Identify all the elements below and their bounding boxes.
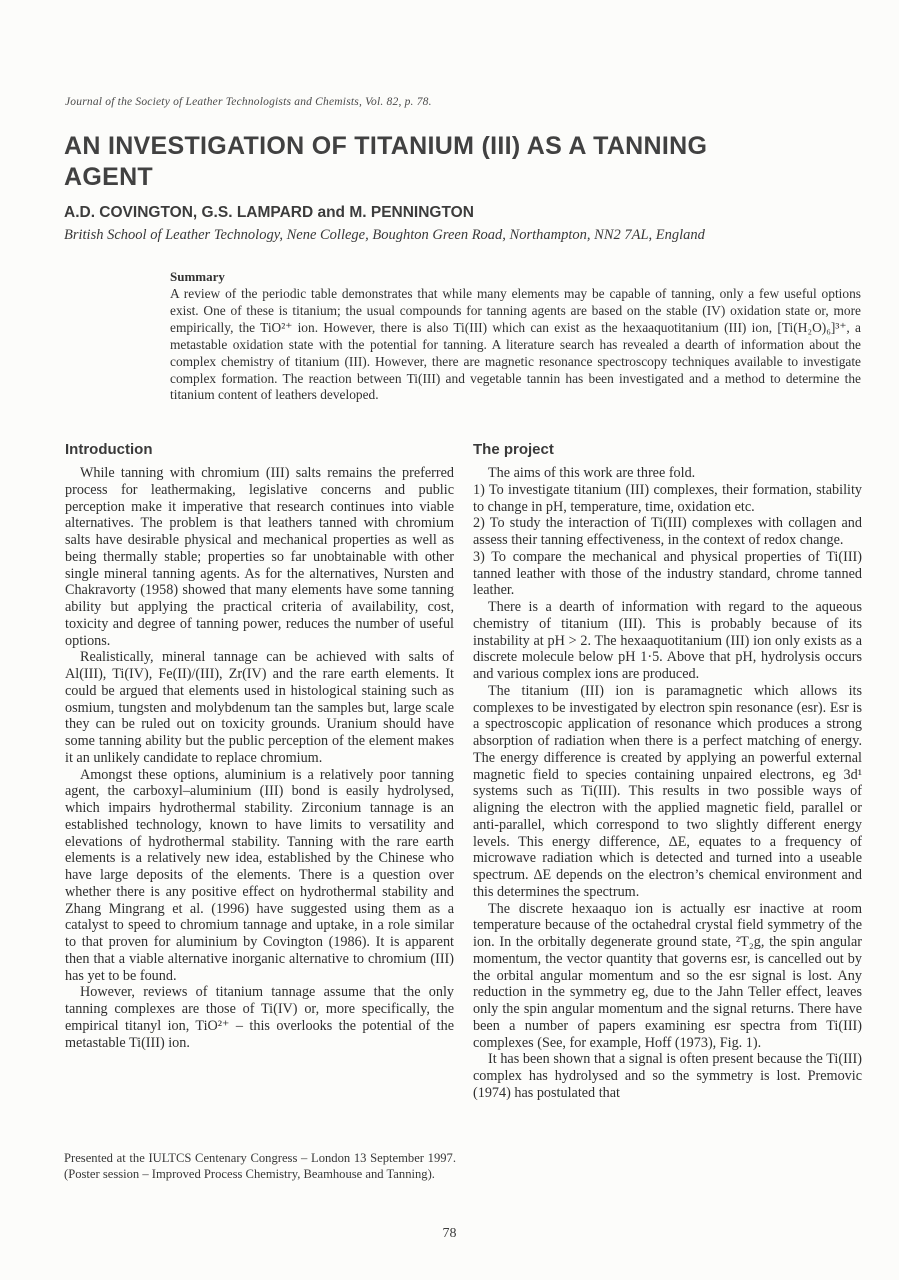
introduction-paragraph: However, reviews of titanium tannage assume that the only tanning complexes are those of Ti(IV) or, more specifically, the empirical titanyl ion, TiO²⁺ – this overlooks the potential of the metastable Ti(III) ion. xyxy=(65,984,454,1051)
two-column-body xyxy=(65,441,862,1102)
introduction-heading: Introduction xyxy=(65,441,153,458)
project-heading: The project xyxy=(473,441,554,458)
affiliation-line: British School of Leather Technology, Nene College, Boughton Green Road, Northampton, NN2 7AL, England xyxy=(64,227,705,243)
project-paragraph: The titanium (III) ion is paramagnetic which allows its complexes to be investigated by electron spin resonance (esr). Esr is a spectroscopic application of resonance which produces a strong absorption of radiation when there is a perfect matching of energy. The energy difference is created by applying an powerful external magnetic field to species containing unpaired electrons, eg 3d¹ systems such as Ti(III). This results in two possible ways of aligning the electron with the applied magnetic field, parallel or anti-parallel, which correspond to two slightly different energy levels. This energy difference, ΔE, equates to a frequency of microwave radiation which is detected and turned into a useable spectrum. ΔE depends on the electron’s chemical environment and this determines the spectrum. xyxy=(473,682,862,900)
left-column xyxy=(65,441,454,1102)
summary-body: A review of the periodic table demonstrates that while many elements may be capable of tanning, only a few useful options exist. One of these is titanium; the usual compounds for tanning agents are based on the stable (IV) oxidation state or, more empirically, the TiO²⁺ ion. However, there is also Ti(III) which can exist as the hexaaquotitanium (III) ion, [Ti(H₂O)₆]³⁺, a metastable oxidation state with the potential for tanning. A literature search has revealed a dearth of information about the complex chemistry of titanium (III). However, there are magnetic resonance spectroscopy techniques available to investigate complex formation. The reaction between Ti(III) and vegetable tannin has been investigated and a method to determine the titanium content of leathers developed. xyxy=(170,286,861,403)
summary-heading: Summary xyxy=(170,269,225,284)
presentation-footnote: Presented at the IULTCS Centenary Congress – London 13 September 1997. (Poster session – Improved Process Chemistry, Beamhouse and Tanning). xyxy=(64,1151,456,1181)
right-column xyxy=(473,441,862,1102)
project-aim-item: 3) To compare the mechanical and physical properties of Ti(III) tanned leather with those of the industry standard, chrome tanned leather. xyxy=(473,548,862,599)
authors-line: A.D. COVINGTON, G.S. LAMPARD and M. PENNINGTON xyxy=(64,204,474,221)
page-title: AN INVESTIGATION OF TITANIUM (III) AS A TANNING AGENT xyxy=(64,132,708,191)
summary-section xyxy=(170,269,861,404)
page-number: 78 xyxy=(442,1226,457,1241)
project-aim-item: 1) To investigate titanium (III) complexes, their formation, stability to change in pH, temperature, time, oxidation etc. xyxy=(473,481,862,515)
introduction-paragraph: Realistically, mineral tannage can be achieved with salts of Al(III), Ti(IV), Fe(II)/(III), Zr(IV) and the rare earth elements. It could be argued that elements used in histological staining such as osmium, tungsten and molybdenum tan the samples but, large scale they can be ruled out on toxicity grounds. Uranium should have some tanning ability but the public perception of the element makes it an unlikely candidate to replace chromium. xyxy=(65,649,454,766)
project-aim-item: 2) To study the interaction of Ti(III) complexes with collagen and assess their tanning effectiveness, in the context of redox change. xyxy=(473,515,862,548)
project-paragraph: The discrete hexaaquo ion is actually esr inactive at room temperature because of the octahedral crystal field symmetry of the ion. In the orbitally degenerate ground state, ²T₂g, the spin angular momentum, the vector quantity that governs esr, is cancelled out by the orbital angular momentum and so the esr signal is lost. Any reduction in the symmetry eg, due to the Jahn Teller effect, leaves only the spin angular momentum and the signal returns. There have been a number of papers examining esr spectra from Ti(III) complexes (See, for example, Hoff (1973), Fig. 1). xyxy=(473,900,862,1051)
journal-header: Journal of the Society of Leather Technologists and Chemists, Vol. 82, p. 78. xyxy=(65,96,432,108)
project-paragraph: The aims of this work are three fold. xyxy=(488,465,696,481)
introduction-paragraph: Amongst these options, aluminium is a relatively poor tanning agent, the carboxyl–aluminium (III) bond is easily hydrolysed, which impairs hydrothermal stability. Zirconium tannage is an established technology, known to have limits to versatility and elevations of hydrothermal stability. Tanning with the rare earth elements is a relatively new idea, established by the Chinese who have large deposits of the elements. There is a question over whether there is any positive effect on hydrothermal stability and Zhang Mingrang et al. (1996) have suggested using them as a catalyst to speed to chromium tannage and uptake, in a role similar to that proven for aluminium by Covington (1986). It is apparent then that a viable alternative inorganic alternative to chromium (III) has yet to be found. xyxy=(65,766,454,984)
introduction-paragraph: While tanning with chromium (III) salts remains the preferred process for leathermaking, legislative concerns and public perception make it imperative that research continues into viable alternatives. The problem is that leathers tanned with chromium salts have desirable physical and mechanical properties as well as being thermally stable; properties so far unobtainable with other single mineral tanning agents. As for the alternatives, Nursten and Chakravorty (1958) showed that many elements have some tanning ability but applying the practical criteria of availability, cost, toxicity and degree of tanning power, reduces the number of useful options. xyxy=(65,465,454,649)
project-paragraph: There is a dearth of information with regard to the aqueous chemistry of titanium (III). This is probably because of its instability at pH > 2. The hexaaquotitanium (III) ion only exists as a discrete molecule below pH 1·5. Above that pH, hydrolysis occurs and various complex ions are produced. xyxy=(473,599,862,682)
project-paragraph: It has been shown that a signal is often present because the Ti(III) complex has hydrolysed and so the symmetry is lost. Premovic (1974) has postulated that xyxy=(473,1051,862,1101)
